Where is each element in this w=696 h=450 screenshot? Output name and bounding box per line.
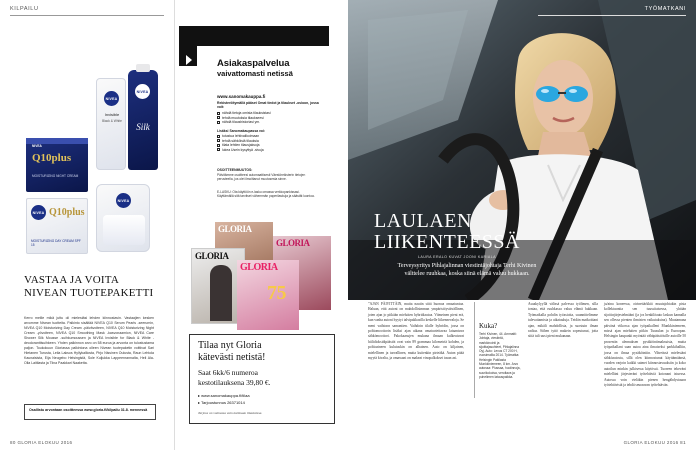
section-rule [538,15,686,16]
deodorant-sub: Black & White [102,119,122,123]
checklist-text: nähdä tilaushistoriasi ym. [222,120,261,125]
ad-title-2: vaivattomasti netissä [217,69,293,78]
offer-site-link[interactable]: ▸ www.sanomakauppa.fi/tilaa [198,393,250,398]
checklist-text: lukea Usein kysyttyä -sivuja [222,147,264,152]
article-column-1: ”AJAN PÄIVITTÄIN, mutta nautin siitä huonoa omaatuntoa. Haluan, että autoni on mahdollisimman ympäristöystävällinen, joten ajan jo pitkään mieluiten hybridiautoa. Viimeinen pieni erä, kun vanha autoni hyytyi talvipakkasilla keskelle liikennevaloja. Se meni vaihtoon samantien. Vaihdoin tilalle hybridin, jossa on polttomoottorin lisäksi ajan aikana omatuotettavaa lataantuva sähkömoottori. Pakokaasujen mukana ilmaan kulkeutuvat hiilidioksidipäästöt ovat vain 89 grammaa kilometriä kohden, ja polttoaineen kulutuskin on alhainen. Auto on kiljainen, mielellinen ja turvallinen, mutta kuitenkin pirteäkä. Auton pitää myytä kivalta, ja omassani on makeat vinopalkokset tasan asi. [368,302,465,361]
jar-line-name: Q10plus [49,207,85,218]
offer-title-1: Tilaa nyt Gloria [198,340,262,351]
checklist-text: tehdä muutoksia tilaukseesi [222,115,264,120]
checkbox-icon [217,112,220,115]
article-headline-1: LAULAEN [374,210,472,232]
shower-mousse-product [128,70,158,170]
page-folio: 80 GLORIA ELOKUU 2016 [10,440,73,445]
reg-heading: Rekisteröitymällä pääset Omat tiedot ja tilaukset -osioon, jossa voit: [217,101,319,110]
article-column-2: Asuakylyyllä välissä palvessa työlimen, silla tontaa, että ruuhkassa valuu elämä hukkaan. Työmatkalla pohdin työasioita, suunnittelimme tulevattamista ja aikatauluja. Teidän matkoittani ajan, mikäli mahdollista, ja suostuin ilman radioa. Siihen tyttö makein sopeutunut, jotta siitä tuli uusi pieni mukanaan. [528,302,598,339]
checkbox-icon [217,121,220,124]
who-box [474,302,520,398]
checkbox-icon [217,139,220,142]
offer-line-2: kestotilauksena 39,80 €. [198,378,271,387]
offer-title-2: kätevästi netistä! [198,352,266,363]
article-deck: Terveysyritys Pihlajalinnan viestintäjohtaja Terhi Kivinen välttelee ruuhkaa, koska siinä elämä valuu hukkaan. [397,263,537,277]
driver-illustration [348,0,696,300]
answer-link[interactable]: Osallistu arvontaan osoitteessa www.gloria.fi/kilpailu 31.8. mennessä [29,408,148,412]
note-text: Päivitämme osoitteesi automaattisesti Väestörekisterin tietojen perusteella, jos olet ilmoittanut muutosesta sinne. [217,173,306,182]
contest-headline: VASTAA JA VOITA NIVEAN TUOTEPAKETTI [24,274,154,299]
who-text: Terhi Kivinen, 44. Ammatti: Johtaja, viestintä, markkinointi ja sijoittajasuhteet, Pihlajalinna Oyj. Auto: Lexus CT 200 H, vuosimallia 2014. Työmatka: Helsingin Pakilasta Munkkiniemeen, 8 km. Arvo autossa: Plussaa, huolinnoja, suurikokoisa, veroltava ja puhelimen latauspaikka. [479,332,521,379]
article-credit: LAURA ERALO KUVAT JOONI KARIALA [418,255,496,259]
section-rule [10,15,164,16]
mask-product [96,184,150,252]
cover-title: GLORIA [195,251,229,261]
middle-page [174,0,348,450]
ad-site-link[interactable]: www.sanomakauppa.fi [217,94,266,99]
checklist-text: nähdä tietoja omista tilauksistasi [222,111,271,115]
day-cream-product [26,198,88,254]
nivea-logo-icon: NIVEA [116,193,131,208]
deodorant-name: Invisible [104,112,120,117]
page-folio: GLORIA ELOKUU 2016 81 [623,440,686,445]
cover-title: GLORIA [276,238,310,248]
bottle-name: Silk [136,122,150,132]
night-cream-product [26,138,88,192]
section-label: KILPAILU [10,6,39,12]
offer-note: Tarjous on voimassa vain kotimaan tilauksissa. [198,411,263,415]
checklist-text: tehdä sähköisiä tilauksia [222,138,259,143]
no-reg-list [217,134,321,152]
reg-list [217,111,321,125]
nivea-logo-icon: NIVEA [31,205,46,220]
note-heading: OSOITTEENMUUTOS: [217,168,253,172]
car-photo [348,0,696,300]
article-headline-2: LIIKENTEESSÄ [374,231,520,253]
checkbox-icon [217,144,220,147]
jar-line-name: Q10plus [32,152,72,164]
checklist-text: tutustua lehtivalikoimaan [222,134,260,138]
ad-header-block [179,26,329,46]
contest-body: Kerro meille mikä juttu oli mielestäsi lehden kiinnostavin. Vastaajien kesken arvomme Nivean tuotteita. Palkinto sisältää NIVEA Q10 Serum Pearls -seerumin, NIVEA Q10 Moisturizing Day Cream -päivävoiteen, NIVEA Q10 Moisturizing Night Cream -yövoiteen, NIVEA Q10 Smoothing Mask -kasvonaamion, NIVEA Care Shower Silk Mousse -suihkumoussen ja NIVEA Invisible for Black & White -deodoranttisuihkeen. Yhden palkinnon arvo on 58 euroa ja arvonta on tulostustama paljon. Toukokuun Gloriassa palkintona olleen Nivean tuotepaketin voittivat Sari Hietanen Turusta, Leila Laksos Hyllykalliosta, Pirjo Nissinen Oulusta, Raun Lehtola Kaunaisista, Eija Neugebo Helsingistä, Sole Kuljukka Lappeenrannalta, Heli Ala-Olla Laitilasta ja Tiina Paakkari Naaketta. [24,316,154,365]
no-reg-heading: Lisäksi Sanomakaupassa voi: [217,129,266,133]
checkbox-icon [217,135,220,138]
jar-brand: NIVEA [32,144,42,148]
right-page [348,0,696,450]
jar-body [103,215,145,245]
elasku-text: E-LASKU: Ota käyttöön e-lasku omassa verkkopankissasi. Käyttämällä sitä tarvitset vähemmän paperilaskuja ja säästät luontoa. [217,190,315,199]
jar-label: MOISTURIZING NIGHT CREAM [32,174,79,178]
nivea-logo-icon: NIVEA [135,84,150,99]
cover-title: GLORIA [240,262,278,273]
cover-title: GLORIA [218,224,252,234]
cover-anniversary-number: 75 [267,282,286,304]
offer-line-1: Saat 6kk/6 numeroa [198,368,258,377]
cover-front-center [237,260,299,330]
nivea-logo-icon: NIVEA [104,91,119,106]
who-heading: Kuka? [479,322,498,330]
checkbox-icon [217,148,220,151]
answer-box[interactable] [24,404,156,420]
subscription-offer-box [189,334,335,424]
bottle-cap [136,64,150,72]
left-page [0,0,174,450]
section-label: TYÖMATKANI [644,6,686,12]
arrow-icon [186,55,192,65]
checklist-item [217,148,321,153]
checklist-item [217,120,321,125]
jar-label: MOISTURIZING DAY CREAM SPF 15 [31,239,81,247]
checkbox-icon [217,116,220,119]
offer-code: ▸ Tarjoustunnus 26371014 [198,400,245,405]
ad-title-1: Asiakaspalvelua [217,58,290,69]
article-column-3: ja/aina koneessa, oirinettärkkiä muutajohtakin pista kollektuontia sen tuussitaisessa, yhtään sijoitinjärjestelmääni (ja jos henkilöauto laskun kannalla sen ollessa pienten ihmisten vaikutuksina). Muutamana päivänä viikossa ajan työpaikalleni Munkkiniemeen, missä ajan mieluiten pitkin Tuusulan ja Euroopan. Helsingin kaupunki myöntää vähäpäästöisille autoille 50 prosentin alennuksen pysäköintimaksuista, mutta työpaikallani saan autoa aina ilmaiseksi parkkihalliin, jossa on ilmaa pysäköintiin. Vihreässä mielestäni sähköautosta, sillä olen kiinnostunut käyttämäänsä, vuoden varjoin kaikki saimet kiinnostavuuksiin ja koko autoilun minkin julkisessa käytössä. Tuoreen tekeväni mielelläni järjesteräni työtehtäviä kotonani istuessa. Autossa voin vieläkin pienen hengähdystauon työtehtävistä ja tehdä seuraavan työtehtävän. [604,302,686,388]
cover-person [210,265,232,321]
checklist-text: tilata lehtien tilausjaksoja [222,143,260,148]
deodorant-product [96,78,126,170]
